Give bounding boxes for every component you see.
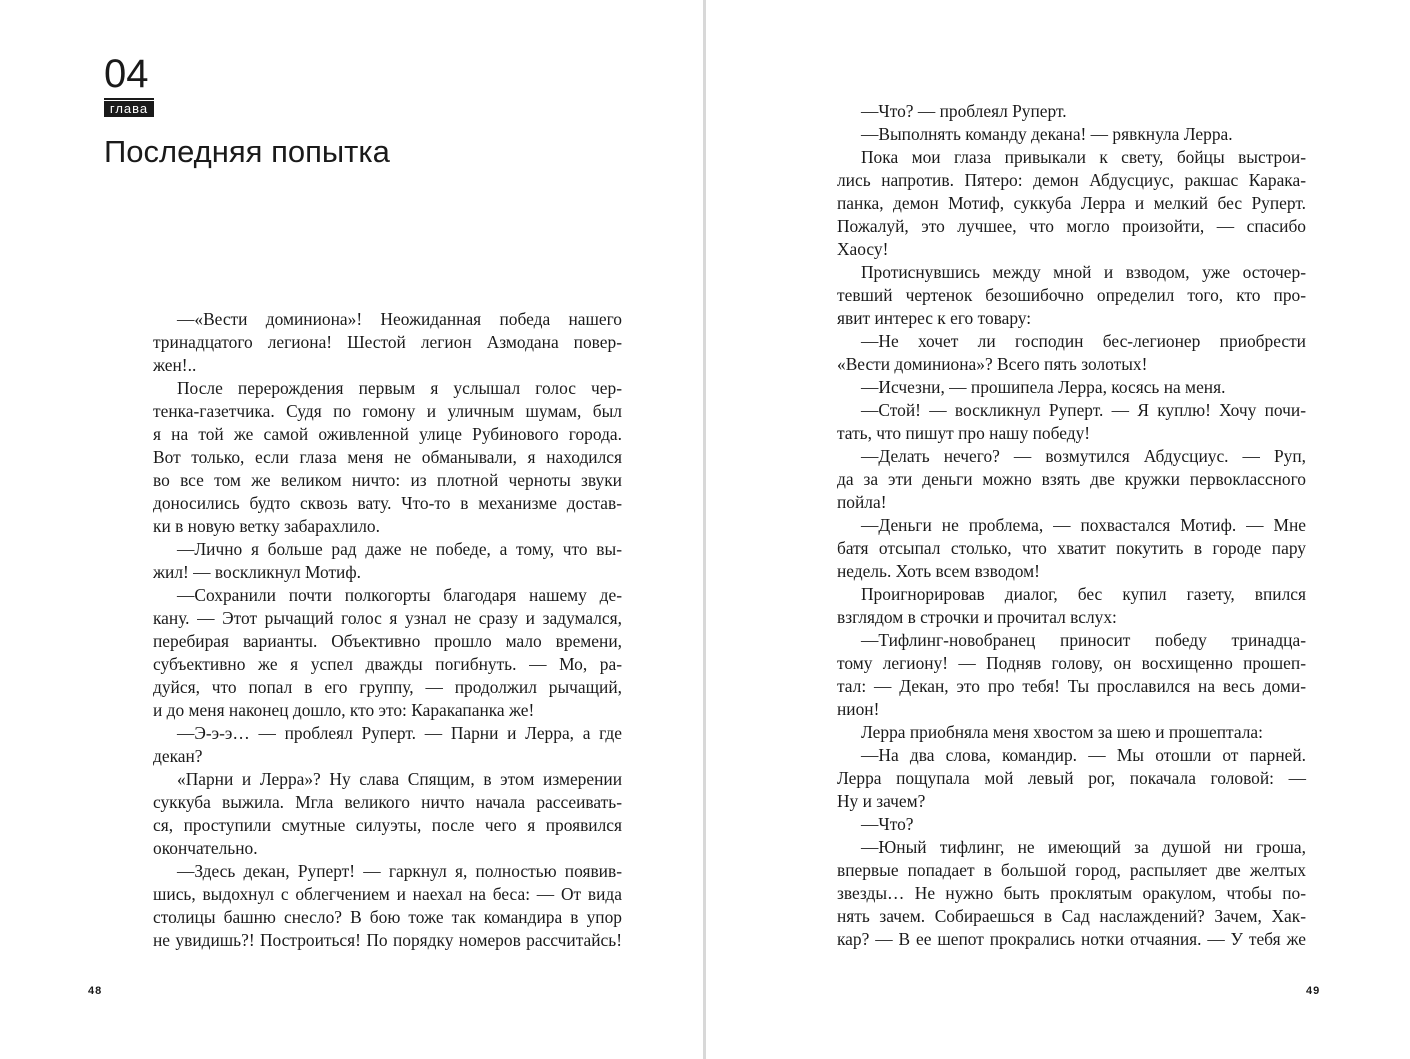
text-line: тал: — Декан, это про тебя! Ты прославился на весь доми- — [837, 676, 1306, 696]
text-line: окончательно. — [153, 838, 258, 858]
chapter-label: глава — [104, 101, 154, 117]
text-line: перебирая варианты. Объективно прошло мало времени, — [153, 631, 622, 651]
text-line: лись напротив. Пятеро: демон Абдусциус, ракшас Карака- — [837, 170, 1306, 190]
text-line: панка, демон Мотиф, суккуба Лерра и мелкий бес Руперт. — [837, 193, 1306, 213]
text-line: взглядом в строчки и прочитал вслух: — [837, 607, 1117, 627]
text-line: явит интерес к его товару: — [837, 308, 1032, 328]
text-line: во все том же великом ничто: из плотной черноты звуки — [153, 470, 622, 490]
text-line: кану. — Этот рычащий голос я узнал не сразу и задумался, — [153, 608, 622, 628]
right-page-text — [837, 100, 1306, 951]
text-line: «Вести доминиона»? Всего пять золотых! — [837, 354, 1148, 374]
text-line: Ну и зачем? — [837, 791, 926, 811]
text-line: —Делать нечего? — возмутился Абдусциус. — Руп, — [861, 446, 1306, 466]
text-line: —Исчезни, — прошипела Лерра, косясь на меня. — [861, 377, 1226, 397]
text-line: я на той же самой оживленной улице Рубинового города. — [153, 424, 622, 444]
text-line: звезды… Не нужно быть проклятым оракулом, чтобы по- — [837, 883, 1306, 903]
text-line: —Что? — [861, 814, 914, 834]
text-line: —Тифлинг-новобранец приносит победу тринадца- — [861, 630, 1306, 650]
text-line: субъективно же я успел дважды погибнуть. — Мо, ра- — [153, 654, 622, 674]
text-line: нион! — [837, 699, 880, 719]
chapter-title: Последняя попытка — [104, 134, 390, 169]
text-line: тринадцатого легиона! Шестой легион Азмодана повер- — [153, 332, 622, 352]
text-line: —Лично я больше рад даже не победе, а тому, что вы- — [177, 539, 622, 559]
text-line: дуйся, что попал в его группу, — продолжил рычащий, — [153, 677, 622, 697]
text-line: Протиснувшись между мной и взводом, уже осточер- — [861, 262, 1306, 282]
text-line: и до меня наконец дошло, кто это: Каракапанка же! — [153, 700, 535, 720]
text-line: ся, проступили смутные силуэты, после чего я проявился — [153, 815, 622, 835]
page-number-left: 48 — [88, 985, 103, 997]
text-line: столицы башню снесло? В бою тоже так командира в упор — [153, 907, 622, 927]
text-line: —Стой! — воскликнул Руперт. — Я куплю! Хочу почи- — [861, 400, 1306, 420]
text-line: «Парни и Лерра»? Ну слава Спящим, в этом измерении — [177, 769, 622, 789]
text-line: тенка-газетчика. Судя по гомону и уличным шумам, был — [153, 401, 622, 421]
text-line: Лерра приобняла меня хвостом за шею и прошептала: — [861, 722, 1263, 742]
text-line: После перерождения первым я услышал голос чер- — [177, 378, 622, 398]
text-line: тому легиону! — Подняв голову, он восхищенно прошеп- — [837, 653, 1306, 673]
text-line: суккуба выжила. Мгла великого ничто начала рассеивать- — [153, 792, 622, 812]
text-line: Пока мои глаза привыкали к свету, бойцы выстрои- — [861, 147, 1306, 167]
text-line: декан? — [153, 746, 203, 766]
page-number-right: 49 — [1306, 985, 1321, 997]
text-line: ки в новую ветку забарахлило. — [153, 516, 380, 536]
left-page-text — [153, 308, 622, 952]
text-line: батя отсыпал столько, что хватит покутить в городе пару — [837, 538, 1306, 558]
page-gutter — [703, 0, 706, 1059]
text-line: Проигнорировав диалог, бес купил газету, впился — [861, 584, 1306, 604]
text-line: —На два слова, командир. — Мы отошли от парней. — [861, 745, 1306, 765]
text-line: впервые попадает в большой город, распыляет две желтых — [837, 860, 1306, 880]
text-line: доносились будто сквозь вату. Что-то в механизме достав- — [153, 493, 622, 513]
chapter-number: 04 — [104, 52, 149, 96]
text-line: не увидишь?! Построиться! По порядку номеров рассчитайсь! — [153, 930, 622, 950]
text-line: Лерра пощупала мой левый рог, покачала головой: — — [837, 768, 1306, 788]
chapter-rule — [104, 98, 154, 100]
text-line: —Не хочет ли господин бес-легионер приобрести — [861, 331, 1306, 351]
text-line: Хаосу! — [837, 239, 889, 259]
text-line: жен!.. — [153, 355, 197, 375]
text-line: —Что? — проблеял Руперт. — [861, 101, 1067, 121]
text-line: недель. Хоть всем взводом! — [837, 561, 1040, 581]
text-line: да за эти деньги можно взять две кружки первоклассного — [837, 469, 1306, 489]
text-line: —Деньги не проблема, — похвастался Мотиф. — Мне — [861, 515, 1306, 535]
text-line: —Здесь декан, Руперт! — гаркнул я, полностью появив- — [177, 861, 622, 881]
text-line: Вот только, если глаза меня не обманывали, я находился — [153, 447, 622, 467]
text-line: —Юный тифлинг, не имеющий за душой ни гроша, — [861, 837, 1306, 857]
text-line: Пожалуй, это лучшее, что могло произойти, — спасибо — [837, 216, 1306, 236]
text-line: —«Вести доминиона»! Неожиданная победа нашего — [177, 309, 622, 329]
text-line: —Выполнять команду декана! — рявкнула Лерра. — [861, 124, 1233, 144]
text-line: шись, выдохнул с облегчением и наехал на беса: — От вида — [153, 884, 622, 904]
text-line: пойла! — [837, 492, 887, 512]
text-line: тать, что пишут про нашу победу! — [837, 423, 1091, 443]
text-line: кар? — В ее шепот прокрались нотки отчаяния. — У тебя же — [837, 929, 1306, 949]
text-line: —Сохранили почти полкогорты благодаря нашему де- — [177, 585, 622, 605]
text-line: нять зачем. Собираешься в Сад наслаждений? Зачем, Хак- — [837, 906, 1306, 926]
text-line: жил! — воскликнул Мотиф. — [153, 562, 361, 582]
text-line: тевший чертенок безошибочно определил того, кто про- — [837, 285, 1306, 305]
text-line: —Э-э-э… — проблеял Руперт. — Парни и Лерра, а где — [177, 723, 622, 743]
